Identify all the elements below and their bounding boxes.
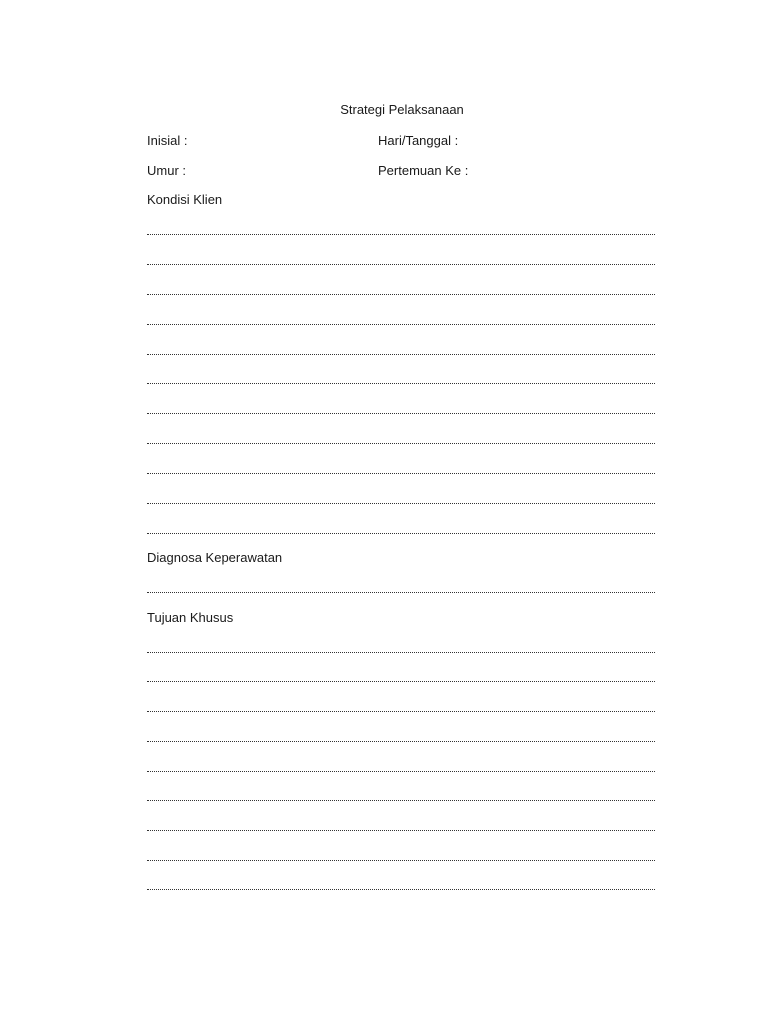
dotted-writing-line <box>147 830 655 831</box>
dotted-writing-line <box>147 264 655 265</box>
dotted-writing-line <box>147 473 655 474</box>
dotted-writing-line <box>147 741 655 742</box>
kondisi-klien-heading: Kondisi Klien <box>147 192 223 207</box>
document-title: Strategi Pelaksanaan <box>340 102 464 117</box>
dotted-writing-line <box>147 860 655 861</box>
tujuan-khusus-heading: Tujuan Khusus <box>147 610 234 625</box>
inisial-label: Inisial : <box>147 133 188 148</box>
dotted-writing-line <box>147 324 655 325</box>
umur-label: Umur : <box>147 163 186 178</box>
hari-tanggal-label: Hari/Tanggal : <box>378 133 459 148</box>
dotted-writing-line <box>147 800 655 801</box>
dotted-writing-line <box>147 354 655 355</box>
dotted-writing-line <box>147 234 655 235</box>
diagnosa-keperawatan-heading: Diagnosa Keperawatan <box>147 550 283 565</box>
dotted-writing-line <box>147 771 655 772</box>
dotted-writing-line <box>147 533 655 534</box>
dotted-writing-line <box>147 413 655 414</box>
dotted-writing-line <box>147 681 655 682</box>
dotted-writing-line <box>147 652 655 653</box>
pertemuan-ke-label: Pertemuan Ke : <box>378 163 469 178</box>
dotted-writing-line <box>147 443 655 444</box>
dotted-writing-line <box>147 889 655 890</box>
dotted-writing-line <box>147 383 655 384</box>
dotted-writing-line <box>147 503 655 504</box>
dotted-writing-line <box>147 592 655 593</box>
dotted-writing-line <box>147 711 655 712</box>
dotted-writing-line <box>147 294 655 295</box>
